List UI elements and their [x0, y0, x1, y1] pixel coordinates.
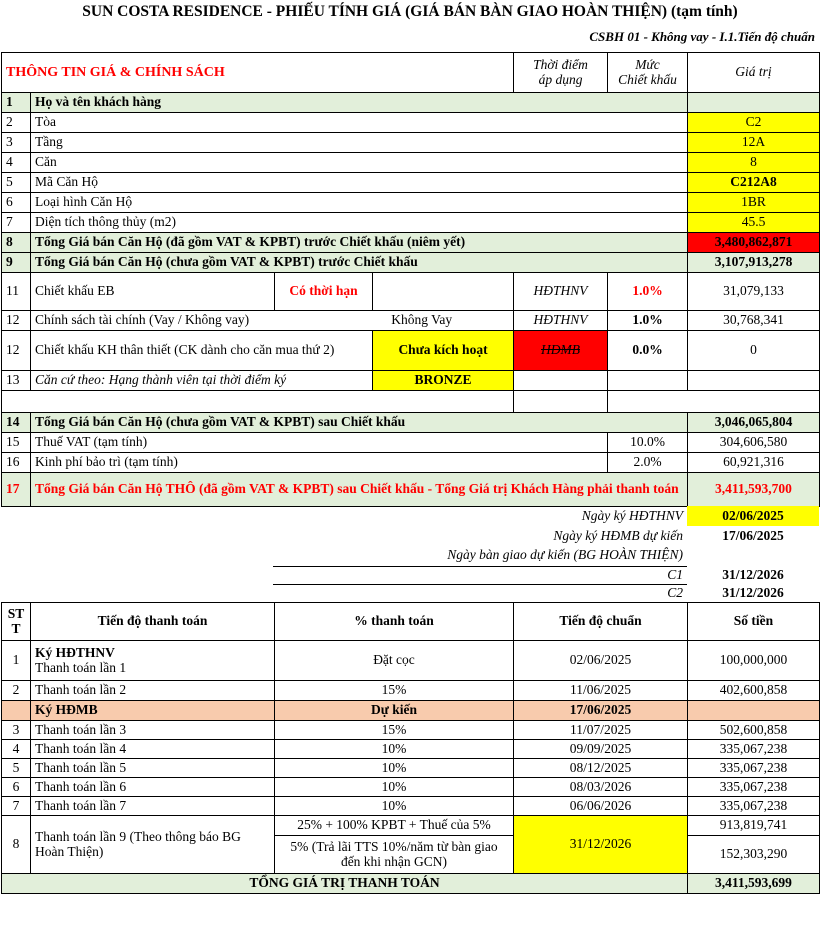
info-row-area: 7 Diện tích thông thủy (m2) 45.5 — [2, 213, 820, 233]
vat-row: 15 Thuế VAT (tạm tính) 10.0% 304,606,580 — [2, 433, 820, 453]
col-time-header: Thời điểm áp dụng — [514, 53, 608, 93]
handover-c1-date: 31/12/2026 — [722, 566, 784, 582]
net-price-value: 3,107,913,278 — [688, 253, 820, 273]
sign-thnv-date[interactable]: 02/06/2025 — [687, 506, 819, 526]
loan-option[interactable]: Không Vay — [275, 311, 514, 331]
info-row-customer: 1 Họ và tên khách hàng — [2, 93, 820, 113]
customer-name-value[interactable] — [688, 93, 820, 113]
payment-row: 5 Thanh toán lần 5 10% 08/12/2025 335,067,238 — [2, 759, 820, 778]
payment-row: 2 Thanh toán lần 2 15% 11/06/2025 402,600,858 — [2, 681, 820, 701]
handover-c2-date: 31/12/2026 — [722, 584, 784, 600]
schedule-header: ST T Tiến độ thanh toán % thanh toán Tiến độ chuẩn Số tiền — [2, 603, 820, 641]
area-value: 45.5 — [688, 213, 820, 233]
price-info-table — [1, 52, 820, 507]
info-row-net-price: 9 Tổng Giá bán Căn Hộ (chưa gồm VAT & KPBT) trước Chiết khấu 3,107,913,278 — [2, 253, 820, 273]
info-row-unit: 4 Căn 8 — [2, 153, 820, 173]
info-row-type: 6 Loại hình Căn Hộ 1BR — [2, 193, 820, 213]
tower-value[interactable]: C2 — [688, 113, 820, 133]
payment-row: 7 Thanh toán lần 7 10% 06/06/2026 335,067,238 — [2, 797, 820, 816]
payment-row: 3 Thanh toán lần 3 15% 11/07/2025 502,600,858 — [2, 721, 820, 740]
payment-schedule-table: ST T Tiến độ thanh toán % thanh toán Tiến độ chuẩn Số tiền 1 Ký HĐTHNV Thanh toán lần 1 Đặt cọc 02/06/2025 100,000,000 2 Thanh toán lần 2 15% 11/06/2025 402,600,858 Ký HĐMB Dự kiến 17/06/2025 3 Thanh toán lần 3 15% 11/07/2025 502,600,858 4 Thanh toán lần 4 10% 09/09/2025 335,067,238 5 Thanh toán lần 5 10% 08/12/2025 335,067,238 6 Thanh toán lần 6 10% 08/03/2026 335,067,238 7 Thanh toán lần 7 10% 06/06/2026 335,067,238 8 Thanh toán lần 9 (Theo thông báo BG Hoàn Thiện) 25% + 100% KPBT + Thuế của 5% 31/12/2026 913,819,741 5% (Trả lãi TTS 10%/năm từ bàn giao đến khi nhận GCN) 152,303,290 TỔNG GIÁ TRỊ THANH TOÁN 3,411,593,699 — [1, 602, 820, 894]
eb-limited-tag: Có thời hạn — [275, 273, 373, 311]
col-value-header: Giá trị — [688, 53, 820, 93]
dates-table: Ngày ký HĐTHNV 02/06/2025 Ngày ký HĐMB dự kiến 17/06/2025 Ngày bàn giao dự kiến (BG HOÀN THIỆN) C1 31/12/2026 C2 31/12/2026 — [1, 506, 819, 603]
info-row-code: 5 Mã Căn Hộ C212A8 — [2, 173, 820, 193]
info-row-floor: 3 Tầng 12A — [2, 133, 820, 153]
loyalty-status[interactable]: Chưa kích hoạt — [373, 331, 514, 371]
hdmb-milestone-row: Ký HĐMB Dự kiến 17/06/2025 — [2, 701, 820, 721]
info-row-list-price: 8 Tổng Giá bán Căn Hộ (đã gồm VAT & KPBT) trước Chiết khấu (niêm yết) 3,480,862,871 — [2, 233, 820, 253]
handover-payment-date: 31/12/2026 — [514, 816, 688, 874]
discount-row-eb: 11 Chiết khấu EB Có thời hạn HĐTHNV 1.0% 31,079,133 — [2, 273, 820, 311]
unit-code-value: C212A8 — [688, 173, 820, 193]
payment-row: 1 Ký HĐTHNV Thanh toán lần 1 Đặt cọc 02/06/2025 100,000,000 — [2, 641, 820, 681]
unit-value[interactable]: 8 — [688, 153, 820, 173]
sign-hdmb-date: 17/06/2025 — [722, 527, 784, 543]
section-title: THÔNG TIN GIÁ & CHÍNH SÁCH — [2, 53, 514, 93]
schedule-total-row: TỔNG GIÁ TRỊ THANH TOÁN 3,411,593,699 — [2, 874, 820, 894]
payment-row-final: 8 Thanh toán lần 9 (Theo thông báo BG Hoàn Thiện) 25% + 100% KPBT + Thuế của 5% 31/12/2026 913,819,741 — [2, 816, 820, 836]
member-tier-row: 13 Căn cứ theo: Hạng thành viên tại thời điểm ký BRONZE — [2, 371, 820, 391]
member-tier: BRONZE — [373, 371, 514, 391]
list-price-value: 3,480,862,871 — [688, 233, 820, 253]
payment-row: 4 Thanh toán lần 4 10% 09/09/2025 335,067,238 — [2, 740, 820, 759]
total-row-after-discount: 14 Tổng Giá bán Căn Hộ (chưa gồm VAT & KPBT) sau Chiết khấu 3,046,065,804 — [2, 413, 820, 433]
discount-row-finance: 12 Chính sách tài chính (Vay / Không vay) Không Vay HĐTHNV 1.0% 30,768,341 — [2, 311, 820, 331]
discount-row-loyalty: 12 Chiết khấu KH thân thiết (CK dành cho căn mua thứ 2) Chưa kích hoạt HĐMB 0.0% 0 — [2, 331, 820, 371]
page-title: SUN COSTA RESIDENCE - PHIẾU TÍNH GIÁ (GIÁ BÁN BÀN GIAO HOÀN THIỆN) (tạm tính) — [82, 3, 738, 20]
payment-row: 6 Thanh toán lần 6 10% 08/03/2026 335,067,238 — [2, 778, 820, 797]
maintenance-fee-row: 16 Kinh phí bảo trì (tạm tính) 2.0% 60,921,316 — [2, 453, 820, 473]
floor-value[interactable]: 12A — [688, 133, 820, 153]
info-row-tower: 2 Tòa C2 — [2, 113, 820, 133]
unit-type-value: 1BR — [688, 193, 820, 213]
col-rate-header: Mức Chiết khấu — [608, 53, 688, 93]
grand-total-value: 3,411,593,700 — [688, 473, 820, 507]
policy-subtitle: CSBH 01 - Không vay - I.1.Tiến độ chuẩn — [589, 29, 815, 44]
spacer-row — [2, 391, 820, 413]
grand-total-row: 17 Tổng Giá bán Căn Hộ THÔ (đã gồm VAT & KPBT) sau Chiết khấu - Tổng Giá trị Khách Hàng phải thanh toán 3,411,593,700 — [2, 473, 820, 507]
schedule-total-value: 3,411,593,699 — [688, 874, 820, 894]
